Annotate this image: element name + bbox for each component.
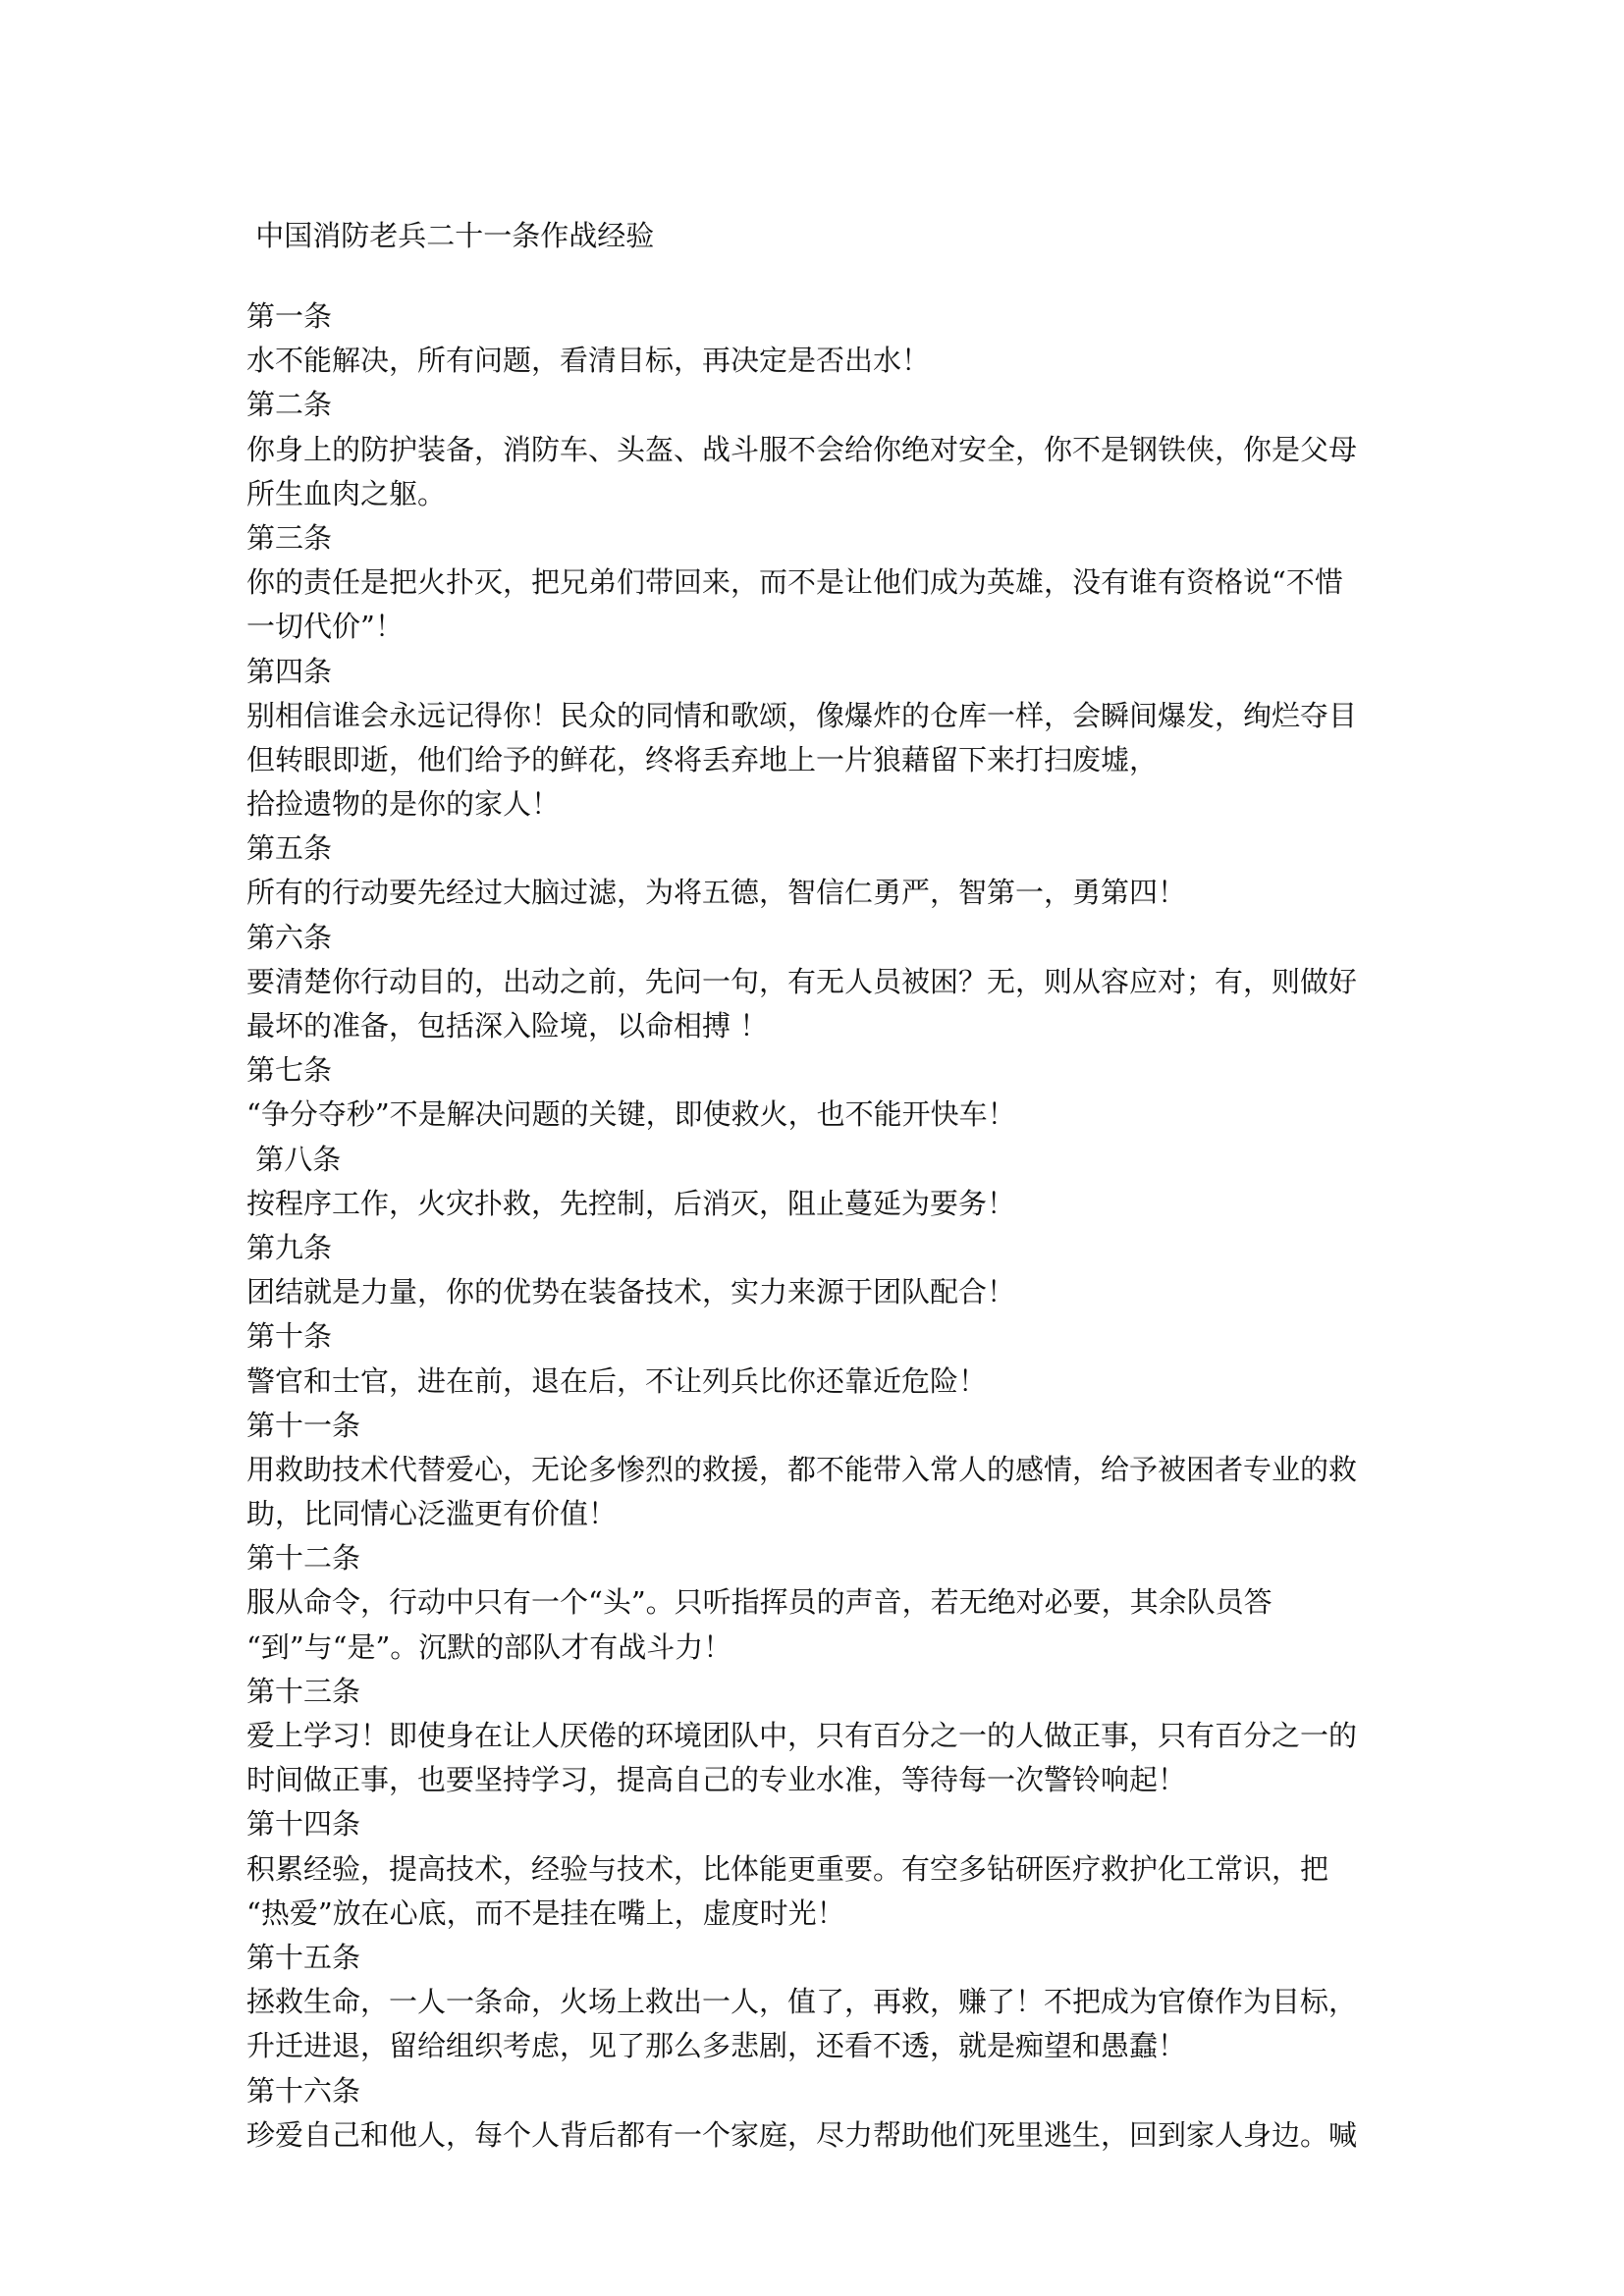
article-text-line: “到”与“是”。沉默的部队才有战斗力！	[246, 1629, 732, 1664]
article-text-line: 积累经验，提高技术，经验与技术，比体能更重要。有空多钻研医疗救护化工常识，把	[246, 1851, 1329, 1886]
article-text-line: 你身上的防护装备，消防车、头盔、战斗服不会给你绝对安全，你不是钢铁侠，你是父母	[246, 432, 1358, 466]
article-heading: 第五条	[246, 831, 333, 866]
article-text-line: 最坏的准备，包括深入险境，以命相搏 ！	[246, 1009, 769, 1042]
article-heading: 第十二条	[246, 1541, 361, 1575]
article	[246, 1226, 1395, 1314]
article	[246, 1936, 1395, 2069]
article-text-line: 所生血肉之躯。	[246, 476, 447, 510]
article	[246, 1536, 1395, 1670]
article	[246, 650, 1395, 828]
article-text-line: 团结就是力量，你的优势在装备技术，实力来源于团队配合！	[246, 1275, 1016, 1309]
article-text-line: 用救助技术代替爱心，无论多惨烈的救援，都不能带入常人的感情，给予被困者专业的救	[246, 1452, 1358, 1486]
article-text-line: 一切代价”！	[246, 610, 404, 644]
article-text-line: 但转眼即逝，他们给予的鲜花，终将丢弃地上一片狼藉留下来打扫废墟，	[246, 742, 1159, 776]
article	[246, 1802, 1395, 1936]
article	[246, 1048, 1395, 1137]
document-title: 中国消防老兵二十一条作战经验	[246, 219, 655, 252]
document-body	[246, 294, 1395, 2158]
article	[246, 383, 1395, 516]
article-text-line: 服从命令，行动中只有一个“头”。只听指挥员的声音，若无绝对必要，其余队员答	[246, 1585, 1272, 1620]
article-text-line: 珍爱自己和他人，每个人背后都有一个家庭，尽力帮助他们死里逃生，回到家人身边。喊	[246, 2117, 1358, 2152]
article-heading: 第一条	[246, 299, 333, 333]
article-heading: 第四条	[246, 654, 333, 688]
article-heading: 第八条	[246, 1142, 342, 1176]
article-heading: 第十四条	[246, 1807, 361, 1842]
article	[246, 1670, 1395, 1803]
article	[246, 916, 1395, 1049]
article-heading: 第二条	[246, 388, 333, 422]
article	[246, 1314, 1395, 1403]
article	[246, 827, 1395, 915]
article-heading: 第十六条	[246, 2073, 361, 2108]
article	[246, 2069, 1395, 2158]
article	[246, 516, 1395, 650]
article	[246, 1138, 1395, 1226]
article-text-line: 警官和士官，进在前，退在后，不让列兵比你还靠近危险！	[246, 1363, 988, 1398]
article-text-line: 拯救生命，一人一条命，火场上救出一人，值了，再救，赚了！不把成为官僚作为目标，	[246, 1985, 1358, 2019]
article-text-line: 所有的行动要先经过大脑过滤，为将五德，智信仁勇严，智第一，勇第四！	[246, 876, 1187, 910]
article-text-line: 助，比同情心泛滥更有价值！	[246, 1497, 618, 1531]
article-text-line: 别相信谁会永远记得你！民众的同情和歌颂，像爆炸的仓库一样，会瞬间爆发，绚烂夺目	[246, 698, 1358, 732]
article-heading: 第十条	[246, 1319, 333, 1354]
article-text-line: “热爱”放在心底，而不是挂在嘴上，虚度时光！	[246, 1896, 845, 1930]
article-heading: 第十三条	[246, 1674, 361, 1708]
article-text-line: 你的责任是把火扑灭，把兄弟们带回来，而不是让他们成为英雄，没有谁有资格说“不惜	[246, 565, 1343, 600]
article-heading: 第十一条	[246, 1408, 361, 1442]
article	[246, 294, 1395, 383]
article-heading: 第十五条	[246, 1940, 361, 1974]
article	[246, 1404, 1395, 1537]
article-heading: 第九条	[246, 1230, 333, 1264]
article-text-line: 要清楚你行动目的，出动之前，先问一句，有无人员被困？无，则从容应对；有，则做好	[246, 964, 1358, 998]
article-heading: 第七条	[246, 1053, 333, 1088]
article-text-line: 时间做正事，也要坚持学习，提高自己的专业水准，等待每一次警铃响起！	[246, 1763, 1187, 1797]
article-text-line: 爱上学习！即使身在让人厌倦的环境团队中，只有百分之一的人做正事，只有百分之一的	[246, 1719, 1358, 1752]
article-text-line: 拾捡遗物的是你的家人！	[246, 787, 561, 822]
article-text-line: “争分夺秒”不是解决问题的关键，即使救火，也不能开快车！	[246, 1097, 1016, 1132]
article-heading: 第三条	[246, 520, 333, 555]
article-heading: 第六条	[246, 920, 333, 954]
article-text-line: 水不能解决，所有问题，看清目标，再决定是否出水！	[246, 344, 931, 378]
article-text-line: 升迁进退，留给组织考虑，见了那么多悲剧，还看不透，就是痴望和愚蠢！	[246, 2029, 1187, 2063]
article-text-line: 按程序工作，火灾扑救，先控制，后消灭，阻止蔓延为要务！	[246, 1186, 1016, 1220]
